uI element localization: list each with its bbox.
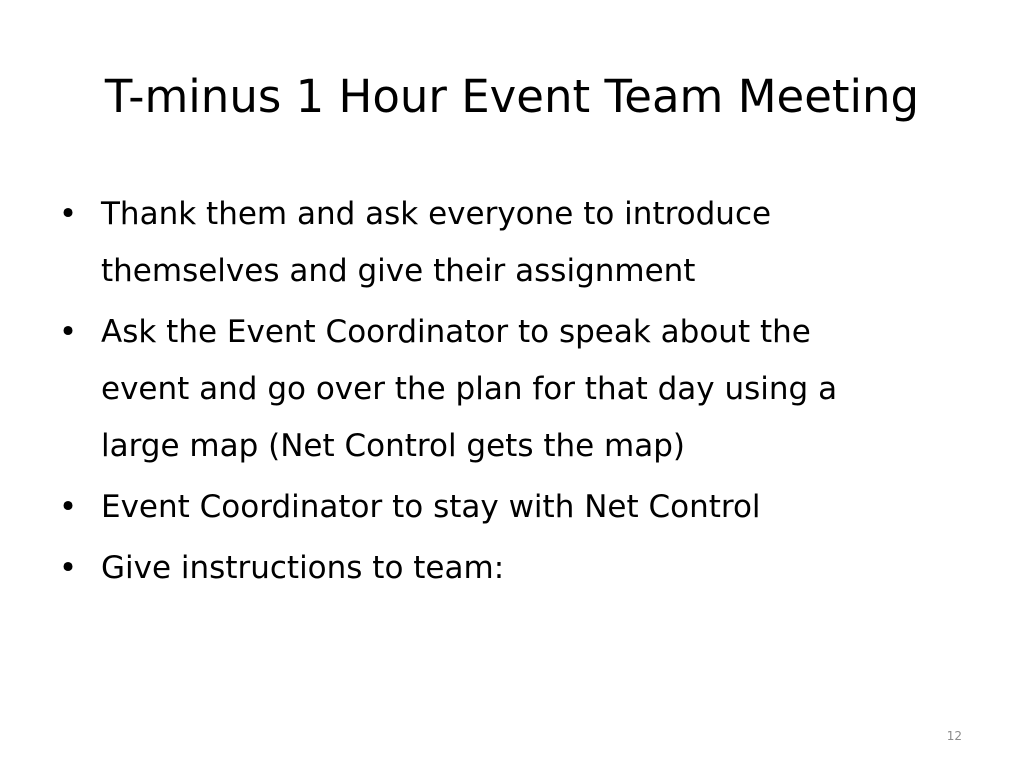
bullet-text-line: Thank them and ask everyone to introduce	[101, 196, 772, 232]
bullet-text-line: Give instructions to team:	[101, 550, 505, 586]
bullet-text-line: Event Coordinator to stay with Net Control	[101, 489, 761, 525]
bullet-icon: •	[58, 489, 78, 525]
bullet-item	[58, 304, 978, 475]
bullet-icon: •	[58, 314, 78, 350]
bullet-text-line: large map (Net Control gets the map)	[101, 428, 686, 464]
bullet-text-line: event and go over the plan for that day using a	[101, 371, 838, 407]
bullet-list	[58, 186, 978, 601]
bullet-text-line: themselves and give their assignment	[101, 253, 696, 289]
bullet-item	[58, 186, 978, 300]
bullet-item	[58, 540, 978, 597]
bullet-icon: •	[58, 550, 78, 586]
bullet-item	[58, 479, 978, 536]
bullet-icon: •	[58, 196, 78, 232]
page-number: 12	[946, 729, 962, 743]
slide-title: T-minus 1 Hour Event Team Meeting	[104, 70, 920, 123]
bullet-text-line: Ask the Event Coordinator to speak about the	[101, 314, 811, 350]
